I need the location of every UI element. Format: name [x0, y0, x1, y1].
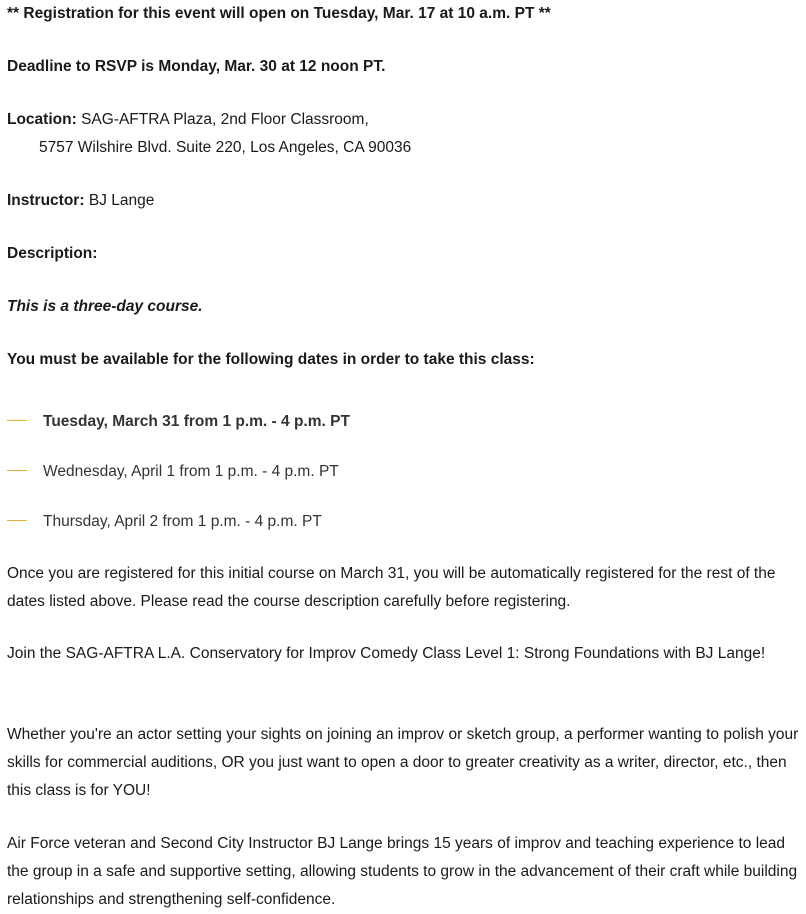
instructor-bio-paragraph: Air Force veteran and Second City Instructor BJ Lange brings 15 years of improv and teaching experience to lead the group in a safe and supportive setting, allowing students to grow in the advancement of their craft while building relationships and strengthening self-confidence. [7, 835, 798, 908]
registration-info-paragraph: Once you are registered for this initial course on March 31, you will be automatically registered for the rest of the dates listed above. Please read the course description carefully before registering. [7, 565, 776, 610]
location-label: Location: [7, 111, 77, 128]
date-text: Wednesday, April 1 from 1 p.m. - 4 p.m. PT [43, 463, 339, 480]
registration-notice: ** Registration for this event will open on Tuesday, Mar. 17 at 10 a.m. PT ** [7, 5, 551, 22]
instructor-label: Instructor: [7, 192, 85, 209]
course-length-note: This is a three-day course. [7, 298, 203, 315]
location-line [7, 106, 800, 134]
date-text: Tuesday, March 31 from 1 p.m. - 4 p.m. PT [43, 413, 350, 430]
location-address-line2: 5757 Wilshire Blvd. Suite 220, Los Angeles, CA 90036 [39, 139, 412, 156]
availability-heading: You must be available for the following dates in order to take this class: [7, 351, 535, 368]
bullet-dash [7, 420, 27, 421]
bullet-dash [7, 470, 27, 471]
bullet-dash [7, 520, 27, 521]
date-text: Thursday, April 2 from 1 p.m. - 4 p.m. PT [43, 513, 322, 530]
audience-paragraph: Whether you're an actor setting your sights on joining an improv or sketch group, a performer wanting to polish your skills for commercial auditions, OR you just want to open a door to greater creativity as a writer, director, etc., then this class is for YOU! [7, 726, 799, 799]
location-address-line1: SAG-AFTRA Plaza, 2nd Floor Classroom, [81, 111, 369, 128]
instructor-line [7, 187, 800, 215]
instructor-name: BJ Lange [88, 192, 155, 209]
rsvp-deadline: Deadline to RSVP is Monday, Mar. 30 at 12 noon PT. [7, 58, 386, 75]
join-paragraph: Join the SAG-AFTRA L.A. Conservatory for Improv Comedy Class Level 1: Strong Foundations with BJ Lange! [7, 645, 766, 662]
description-label: Description: [7, 245, 98, 262]
